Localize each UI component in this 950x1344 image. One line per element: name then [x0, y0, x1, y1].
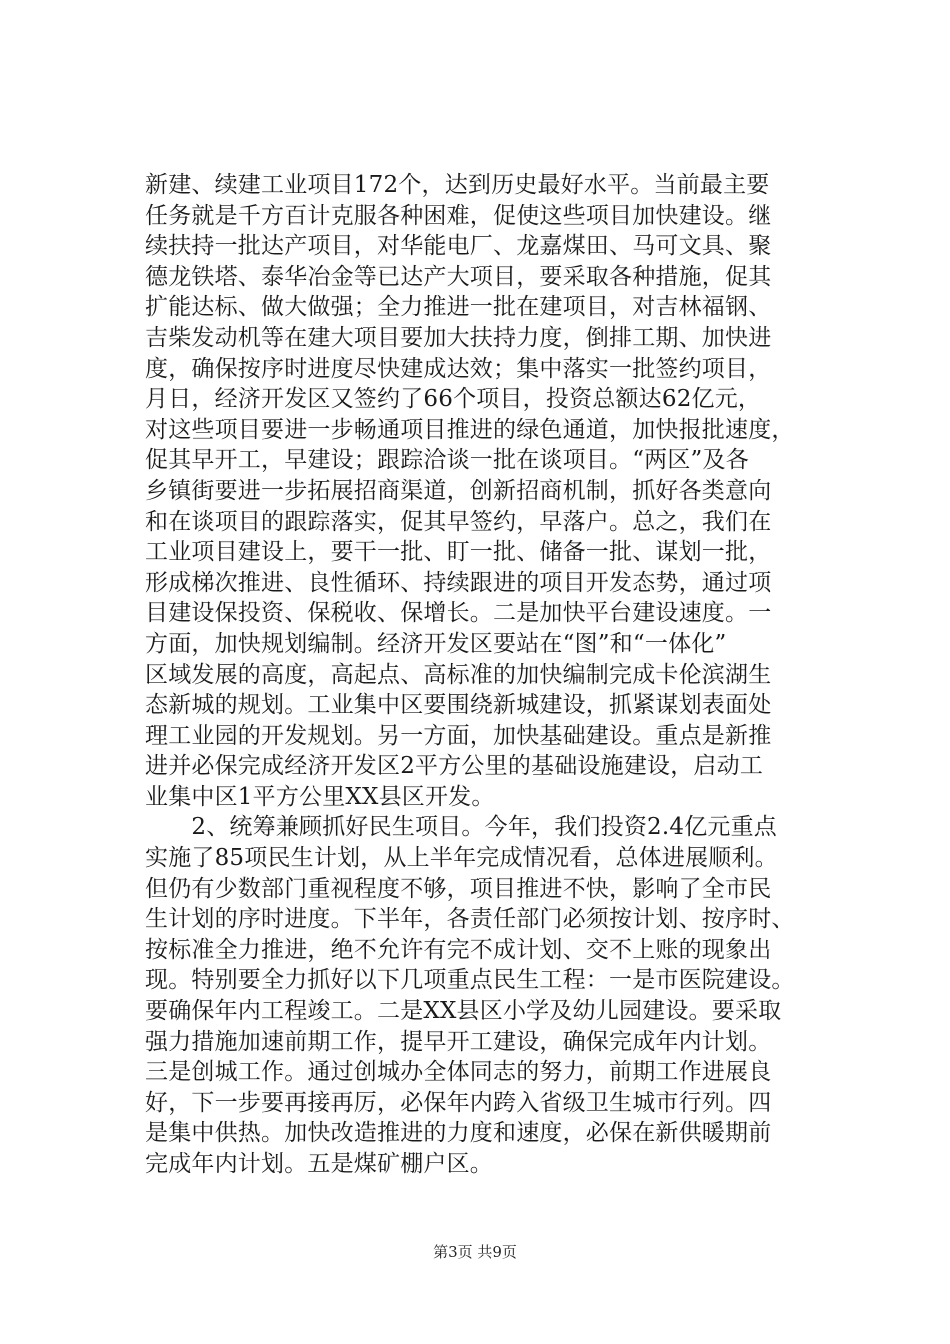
text-line: 强力措施加速前期工作，提早开工建设，确保完成年内计划。 — [145, 1028, 772, 1055]
text-line: 德龙铁塔、泰华冶金等已达产大项目，要采取各种措施，促其 — [145, 263, 772, 290]
text-line: 扩能达标、做大做强；全力推进一批在建项目，对吉林福钢、 — [145, 294, 772, 321]
text-line: 形成梯次推进、良性循环、持续跟进的项目开发态势，通过项 — [145, 569, 772, 596]
text-line: 区域发展的高度，高起点、高标准的加快编制完成卡伦滨湖生 — [145, 661, 772, 688]
text-line: 三是创城工作。通过创城办全体同志的努力，前期工作进展良 — [145, 1059, 772, 1086]
text-line: 但仍有少数部门重视程度不够，项目推进不快，影响了全市民 — [145, 875, 772, 902]
text-line: 生计划的序时进度。下半年，各责任部门必须按计划、按序时、 — [145, 906, 795, 933]
text-line: 理工业园的开发规划。另一方面，加快基础建设。重点是新推 — [145, 722, 772, 749]
text-line: 工业项目建设上，要干一批、盯一批、储备一批、谋划一批， — [145, 539, 772, 566]
text-line: 按标准全力推进，绝不允许有完不成计划、交不上账的现象出 — [145, 936, 772, 963]
text-line: 进并必保完成经济开发区2平方公里的基础设施建设，启动工 — [145, 753, 764, 780]
text-line: 对这些项目要进一步畅通项目推进的绿色通道，加快报批速度， — [145, 416, 795, 443]
text-line: 促其早开工，早建设；跟踪洽谈一批在谈项目。“两区”及各 — [145, 447, 749, 474]
text-line: 目建设保投资、保税收、保增长。二是加快平台建设速度。一 — [145, 600, 772, 627]
page-footer: 第3页 共9页 — [433, 1243, 517, 1261]
text-line: 态新城的规划。工业集中区要围绕新城建设，抓紧谋划表面处 — [145, 692, 772, 719]
text-line: 乡镇街要进一步拓展招商渠道，创新招商机制，抓好各类意向 — [145, 477, 772, 504]
text-line: 2、统筹兼顾抓好民生项目。今年，我们投资2.4亿元重点 — [145, 814, 778, 841]
text-line: 月日，经济开发区又签约了66个项目，投资总额达62亿元， — [145, 386, 762, 413]
text-line: 实施了85项民生计划，从上半年完成情况看，总体进展顺利。 — [145, 845, 778, 872]
text-line: 现。特别要全力抓好以下几项重点民生工程：一是市医院建设。 — [145, 967, 795, 994]
text-line: 好，下一步要再接再厉，必保年内跨入省级卫生城市行列。四 — [145, 1089, 772, 1116]
document-body — [145, 170, 810, 1180]
text-line: 任务就是千方百计克服各种困难，促使这些项目加快建设。继 — [145, 202, 772, 229]
text-line: 是集中供热。加快改造推进的力度和速度，必保在新供暖期前 — [145, 1120, 772, 1147]
text-line: 续扶持一批达产项目，对华能电厂、龙嘉煤田、马可文具、聚 — [145, 233, 772, 260]
text-line: 要确保年内工程竣工。二是XX县区小学及幼儿园建设。要采取 — [145, 998, 782, 1025]
text-line: 方面，加快规划编制。经济开发区要站在“图”和“一体化” — [145, 630, 727, 657]
text-line: 度，确保按序时进度尽快建成达效；集中落实一批签约项目， — [145, 355, 772, 382]
text-line: 完成年内计划。五是煤矿棚户区。 — [145, 1151, 493, 1177]
text-line: 和在谈项目的跟踪落实，促其早签约，早落户。总之，我们在 — [145, 508, 772, 535]
text-line: 新建、续建工业项目172个，达到历史最好水平。当前最主要 — [145, 172, 770, 198]
text-line: 业集中区1平方公里XX县区开发。 — [145, 783, 495, 810]
text-line: 吉柴发动机等在建大项目要加大扶持力度，倒排工期、加快进 — [145, 324, 772, 351]
